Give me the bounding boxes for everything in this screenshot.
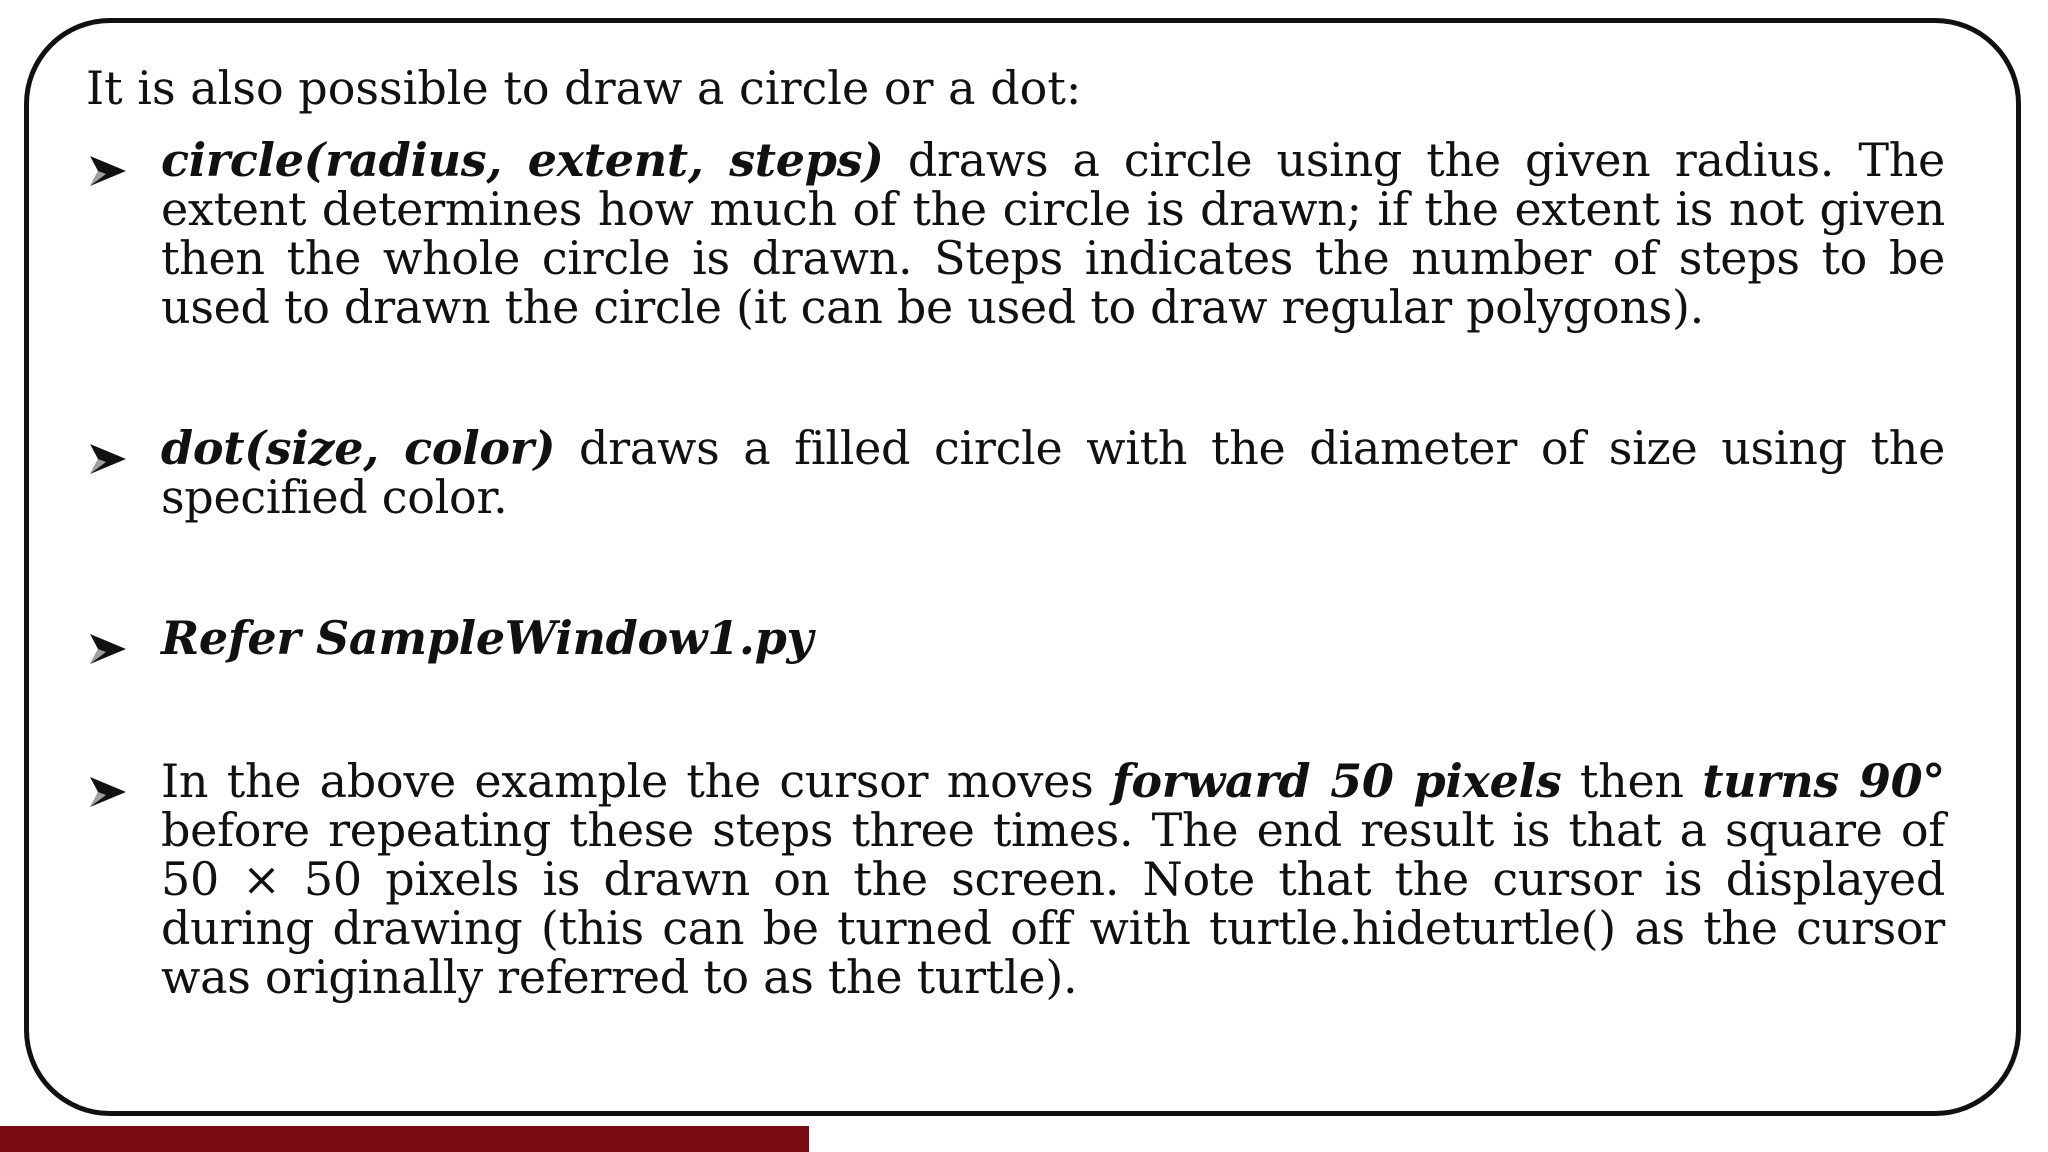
function-name: circle(radius, extent, steps) (161, 133, 884, 187)
emphasis-turns: turns 90° (1702, 754, 1945, 808)
bullet-text (161, 611, 1945, 665)
accent-bar (0, 1126, 809, 1152)
bullet-item-dot (88, 421, 1945, 524)
arrowhead-bullet-icon (88, 442, 128, 476)
description: then (1561, 754, 1703, 808)
arrowhead-bullet-icon (88, 154, 128, 188)
intro-text: It is also possible to draw a circle or a dot: (86, 61, 1082, 115)
description: before repeating these steps three times. The end result is that a square of 50 × 50 pixels is drawn on the screen. Note that the cursor is displayed during drawing (this can be turned off with turtle.hideturtle() as the cursor was originally referred to as the turtle). (161, 803, 1945, 1004)
description: draws a filled circle with the diameter of size using the specified color. (161, 421, 1945, 524)
bullet-text (161, 754, 1945, 1004)
bullet-item-example (88, 754, 1945, 1004)
bullet-item-reference (88, 611, 1945, 665)
bullet-text (161, 421, 1945, 524)
description: draws a circle using the given radius. The extent determines how much of the circle is drawn; if the extent is not given then the whole circle is drawn. Steps indicates the number of steps to be used to drawn the circle (it can be used to draw regular polygons). (161, 133, 1945, 334)
arrowhead-bullet-icon (88, 632, 128, 666)
function-name: dot(size, color) (161, 421, 556, 475)
bullet-text (161, 133, 1945, 334)
emphasis-forward: forward 50 pixels (1111, 754, 1562, 808)
bullet-item-circle (88, 133, 1945, 334)
description: In the above example the cursor moves (161, 754, 1112, 808)
arrowhead-bullet-icon (88, 775, 128, 809)
reference-text: Refer SampleWindow1.py (161, 611, 813, 665)
